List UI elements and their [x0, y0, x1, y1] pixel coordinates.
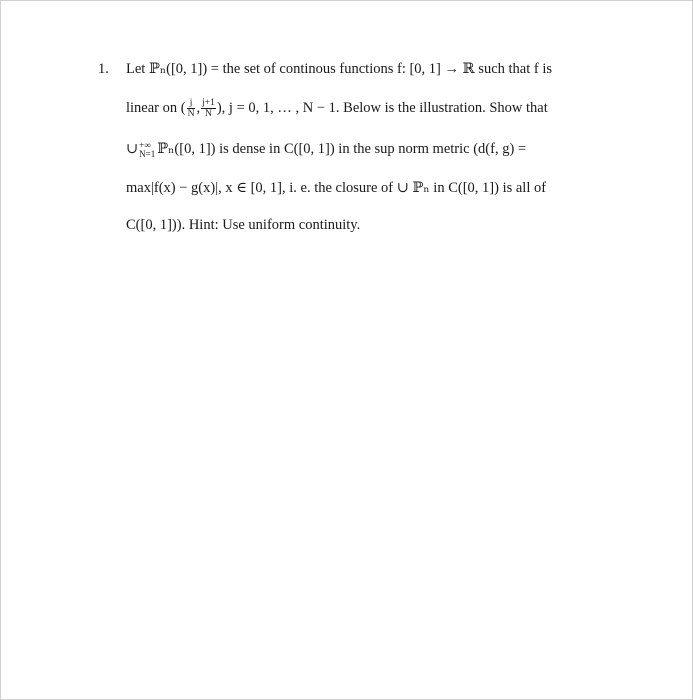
union-upper-limit: +∞	[139, 139, 151, 150]
union-limits	[139, 141, 155, 159]
problem-line-5	[126, 213, 360, 237]
fraction-1-numerator: j	[187, 98, 196, 109]
line-5-text: C([0, 1])). Hint: Use uniform continuity.	[126, 217, 361, 233]
problem-line-1	[98, 57, 552, 81]
fraction-1-denominator: N	[187, 109, 195, 120]
problem-line-1-text: Let ℙₙ([0, 1]) = the set of continous functions f: [0, 1] → ℝ such that f is	[126, 61, 553, 77]
fraction-j-plus-1-over-n	[201, 98, 216, 119]
line-3-text: ℙₙ([0, 1]) is dense in C([0, 1]) in the sup norm metric (d(f, g) =	[157, 141, 527, 157]
fraction-2-denominator: N	[205, 109, 212, 120]
line-4-text: max|f(x) − g(x)|, x ∈ [0, 1], i. e. the closure of ∪ ℙₙ in C([0, 1]) is all of	[126, 180, 547, 196]
problem-number: 1.	[98, 61, 109, 77]
fraction-j-over-n	[187, 98, 196, 119]
union-symbol: ∪	[126, 141, 139, 157]
problem-line-4	[126, 176, 546, 200]
union-lower-limit: N=1	[139, 148, 156, 159]
line-2-prefix: linear on (	[126, 100, 186, 116]
fraction-2-numerator: j+1	[202, 98, 215, 109]
line-2-suffix: ), j = 0, 1, … , N − 1. Below is the illustration. Show that	[216, 100, 548, 116]
problem-line-3	[126, 137, 526, 161]
problem-line-2	[126, 96, 548, 120]
fraction-separator: ,	[196, 100, 201, 116]
